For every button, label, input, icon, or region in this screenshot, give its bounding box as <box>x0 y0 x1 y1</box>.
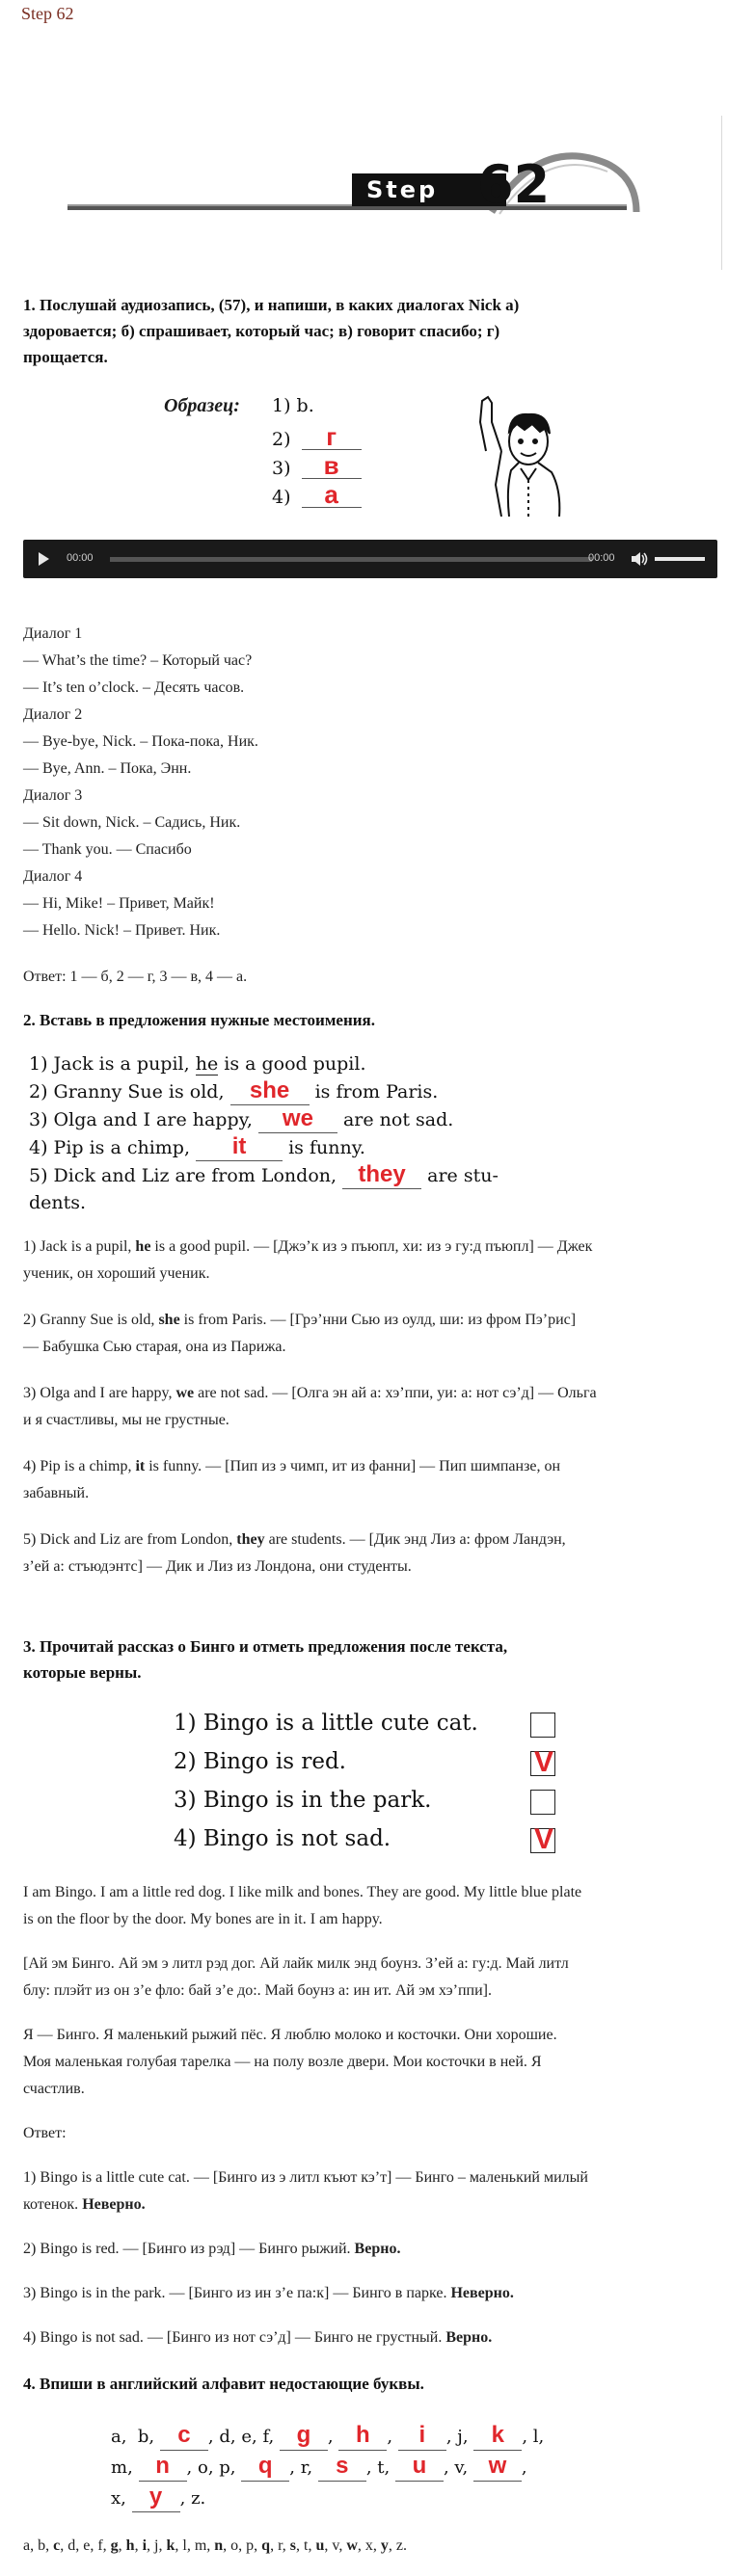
answer-paragraph: 3) Bingo is in the park. — [Бинго из ин з’е па:к] — Бинго в парке. Неверно. <box>23 2285 514 2301</box>
answer-value: а <box>302 482 362 508</box>
banner-graphic <box>67 135 646 222</box>
audio-duration: 00:00 <box>588 552 615 564</box>
audio-progress-bar[interactable] <box>110 557 592 562</box>
volume-icon[interactable] <box>631 551 648 567</box>
explanation-paragraph: 3) Olga and I are happy, we are not sad. — [Олга эн ай а: хэ’ппи, уи: а: нот сэ’д] — Ольга и я счастливы, мы не грустные. <box>23 1385 597 1428</box>
checklist-item: 1) Bingo is a little cute cat. <box>174 1711 579 1749</box>
exercise-line: 5) Dick and Liz are from London, they are stu- <box>29 1161 499 1187</box>
audio-current-time: 00:00 <box>67 552 94 564</box>
alphabet-answer: a, b, c, d, e, f, g, h, i, j, k, l, m, n, o, p, q, r, s, t, u, v, w, x, y, z. <box>23 2537 407 2554</box>
divider <box>721 116 722 270</box>
exercise-line: dents. <box>29 1192 87 1213</box>
dialog-line: — Bye, Ann. – Пока, Энн. <box>23 760 192 777</box>
answer-label: Ответ: <box>23 2125 67 2141</box>
task2-exercise <box>29 1050 569 1216</box>
answer-value: в <box>302 453 362 479</box>
exercise-line: 4) Pip is a chimp, it is funny. <box>29 1133 365 1159</box>
answer-row: 2) г <box>272 424 362 453</box>
exercise-line: 3) Olga and I are happy, we are not sad. <box>29 1105 454 1131</box>
answer-row: 4) а <box>272 482 362 511</box>
alphabet-row: m, n , o, p, q , r, s , t, u , v, w , <box>111 2452 651 2483</box>
exercise-line: 2) Granny Sue is old, she is from Paris. <box>29 1077 439 1103</box>
check-mark: V <box>534 1823 554 1855</box>
dialog-line: Диалог 4 <box>23 868 83 885</box>
checklist-item: 4) Bingo is not sad. V <box>174 1823 554 1855</box>
answer-paragraph: 1) Bingo is a little cute cat. — [Бинго из э литл къют кэ’т] — Бинго – маленький милый котенок. Неверно. <box>23 2169 588 2213</box>
explanation-paragraph: 2) Granny Sue is old, she is from Paris. — [Грэ’нни Сью из оулд, ши: из фром Пэ’рис] — Бабушка Сью старая, она из Парижа. <box>23 1312 577 1355</box>
sample-item: 1) b. <box>272 395 314 416</box>
task4-title: 4. Впиши в английский алфавит недостающие буквы. <box>23 2375 424 2393</box>
checkbox[interactable] <box>530 1790 555 1815</box>
step-banner <box>67 135 646 222</box>
step-word: Step <box>366 176 439 203</box>
dialogs-block <box>23 621 717 944</box>
play-icon[interactable] <box>39 552 49 566</box>
answer-paragraph: 4) Bingo is not sad. — [Бинго из нот сэ’д] — Бинго не грустный. Верно. <box>23 2329 493 2346</box>
checkbox[interactable] <box>530 1823 555 1855</box>
breadcrumb[interactable]: Step 62 <box>21 4 74 23</box>
dialog-line: — Sit down, Nick. – Садись, Ник. <box>23 814 241 831</box>
alphabet-row: x, y , z. <box>111 2483 651 2513</box>
exercise-line: 1) Jack is a pupil, he is a good pupil. <box>29 1053 366 1075</box>
task3-title: 3. Прочитай рассказ о Бинго и отметь предложения после текста, которые верны. <box>23 1637 508 1682</box>
dialog-line: Диалог 3 <box>23 787 83 804</box>
task1-answer: Ответ: 1 — б, 2 — г, 3 — в, 4 — а. <box>23 969 248 985</box>
check-mark: V <box>534 1746 554 1778</box>
answer-value: г <box>302 424 362 450</box>
alphabet-exercise <box>111 2421 651 2513</box>
dialog-line: — Hello. Nick! – Привет. Ник. <box>23 922 221 939</box>
dialog-line: — What’s the time? – Который час? <box>23 652 253 669</box>
explanation-paragraph: 1) Jack is a pupil, he is a good pupil. — [Джэ’к из э пъюпл, хи: из э гу:д пъюпл] — Джек ученик, он хороший ученик. <box>23 1238 593 1282</box>
answer-row: 3) в <box>272 453 362 482</box>
checkbox[interactable] <box>530 1713 555 1738</box>
task3-text <box>23 1879 727 2351</box>
checklist-item: 2) Bingo is red. V <box>174 1746 554 1778</box>
translation-paragraph: Я — Бинго. Я маленький рыжий пёс. Я люблю молоко и косточки. Они хорошие. Моя маленькая голубая тарелка — на полу возле двери. Мои косточки в ней. Я счастлив. <box>23 2027 557 2097</box>
step-number: 62 <box>477 154 551 215</box>
audio-player[interactable] <box>23 540 717 578</box>
dialog-line: Диалог 2 <box>23 706 83 723</box>
task1-title: 1. Послушай аудиозапись, (57), и напиши, в каких диалогах Nick а) здоровается; б) спрашивает, который час; в) говорит спасибо; г) прощается. <box>23 296 520 366</box>
task3-checklist <box>174 1711 579 1865</box>
checkbox[interactable] <box>530 1746 555 1778</box>
dialog-line: — It’s ten o’clock. – Десять часов. <box>23 679 245 696</box>
alphabet-row: a, b, c , d, e, f, g , h , i , j, k , l, <box>111 2421 651 2452</box>
explanation-paragraph: 5) Dick and Liz are from London, they are students. — [Дик энд Лиз а: фром Ландэн, з’ей а: стъюдэнтс] — Дик и Лиз из Лондона, они студенты. <box>23 1531 566 1575</box>
volume-slider[interactable] <box>655 557 705 561</box>
answer-paragraph: 2) Bingo is red. — [Бинго из рэд] — Бинго рыжий. Верно. <box>23 2241 401 2257</box>
transcription-paragraph: [Ай эм Бинго. Ай эм э литл рэд дог. Ай лайк милк энд боунз. З’ей а: гу:д. Май литл блу: плэйт из он з’е фло: бай з’е до:. Май боунз а: ин ит. Ай эм хэ’ппи]. <box>23 1955 569 1999</box>
story-paragraph: I am Bingo. I am a little red dog. I like milk and bones. They are good. My little blue plate is on the floor by the door. My bones are in it. I am happy. <box>23 1884 582 1927</box>
task1-answers <box>272 424 362 511</box>
explanation-paragraph: 4) Pip is a chimp, it is funny. — [Пип из э чимп, ит из фанни] — Пип шимпанзе, он забавный. <box>23 1458 561 1501</box>
dialog-line: — Hi, Mike! – Привет, Майк! <box>23 895 215 912</box>
task2-title: 2. Вставь в предложения нужные местоимения. <box>23 1011 375 1029</box>
dialog-line: Диалог 1 <box>23 625 83 642</box>
sample-label: Образец: <box>164 395 240 416</box>
dialog-line: — Bye-bye, Nick. – Пока-пока, Ник. <box>23 733 258 750</box>
boy-illustration <box>472 393 579 517</box>
checklist-item: 3) Bingo is in the park. <box>174 1788 579 1826</box>
dialog-line: — Thank you. — Спасибо <box>23 841 192 858</box>
task2-explanations <box>23 1234 727 1580</box>
